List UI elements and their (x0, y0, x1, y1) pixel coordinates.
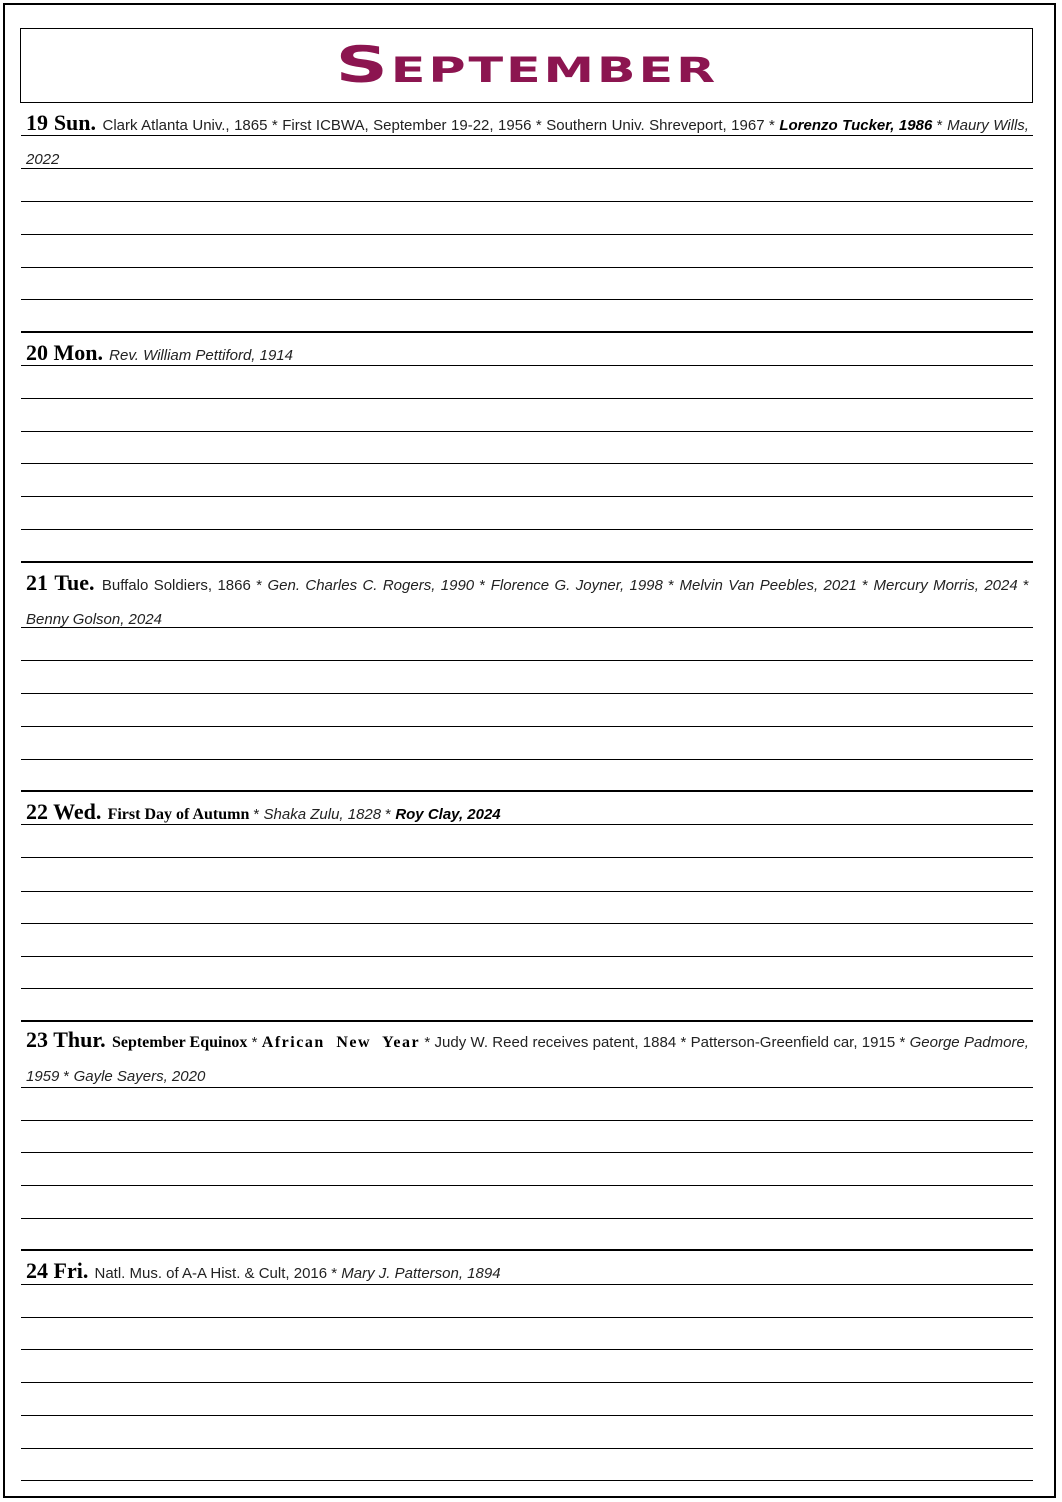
event-separator: * (59, 1068, 74, 1085)
writing-line (21, 824, 1033, 825)
day-label: 24 Fri. (26, 1258, 89, 1283)
event-text: Rev. William Pettiford, 1914 (109, 347, 293, 364)
writing-line (21, 1284, 1033, 1285)
writing-line (21, 365, 1033, 366)
event-separator: * (676, 1034, 691, 1051)
event-separator: * (895, 1034, 910, 1051)
writing-line (21, 988, 1033, 989)
event-separator: * (327, 1265, 342, 1282)
writing-line (21, 891, 1033, 892)
writing-line (21, 1120, 1033, 1121)
writing-line (21, 398, 1033, 399)
event-text: Mary J. Patterson, 1894 (341, 1265, 501, 1282)
event-separator: * (1017, 577, 1029, 594)
writing-line (21, 627, 1033, 628)
event-text: First Day of Autumn (107, 806, 250, 823)
month-title-box (20, 28, 1033, 103)
event-text: Southern Univ. Shreveport, 1967 (546, 117, 765, 134)
event-text: Clark Atlanta Univ., 1865 (102, 117, 268, 134)
writing-line (21, 956, 1033, 957)
day-separator-line (21, 790, 1033, 792)
writing-line (21, 1448, 1033, 1449)
day-label: 22 Wed. (26, 799, 102, 824)
event-separator: * (531, 117, 547, 134)
writing-line (21, 135, 1033, 136)
event-separator: * (856, 577, 874, 594)
event-separator: * (764, 117, 780, 134)
event-text: First ICBWA, September 19-22, 1956 (282, 117, 532, 134)
event-text: Maury Wills, 2022 (26, 117, 1029, 168)
event-text: George Padmore, 1959 (26, 1034, 1029, 1085)
writing-line (21, 463, 1033, 464)
event-separator: * (932, 117, 948, 134)
writing-line (21, 1382, 1033, 1383)
event-text: Mercury Morris, 2024 (873, 577, 1018, 594)
day-label: 21 Tue. (26, 570, 95, 595)
day-separator-line (21, 1249, 1033, 1251)
event-text: Florence G. Joyner, 1998 (490, 577, 663, 594)
writing-line (21, 201, 1033, 202)
event-separator: * (662, 577, 680, 594)
event-separator: * (267, 117, 283, 134)
day-entry-23 (26, 1023, 1029, 1094)
writing-line (21, 1185, 1033, 1186)
day-entry-24 (26, 1254, 1029, 1291)
day-label: 20 Mon. (26, 340, 103, 365)
day-separator-line (21, 331, 1033, 333)
event-text: Melvin Van Peebles, 2021 (679, 577, 857, 594)
writing-line (21, 1087, 1033, 1088)
writing-line (21, 234, 1033, 235)
writing-line (21, 857, 1033, 858)
event-text: September Equinox (111, 1034, 248, 1051)
event-text: Gen. Charles C. Rogers, 1990 (267, 577, 475, 594)
writing-line (21, 660, 1033, 661)
writing-line (21, 1317, 1033, 1318)
writing-line (21, 267, 1033, 268)
event-text: Judy W. Reed receives patent, 1884 (434, 1034, 677, 1051)
event-text: Shaka Zulu, 1828 (263, 806, 382, 823)
writing-line (21, 496, 1033, 497)
day-entry-20 (26, 336, 1029, 373)
writing-line (21, 431, 1033, 432)
day-label: 19 Sun. (26, 110, 97, 135)
writing-line (21, 1480, 1033, 1481)
event-text: Gayle Sayers, 2020 (73, 1068, 206, 1085)
writing-line (21, 168, 1033, 169)
day-separator-line (21, 1020, 1033, 1022)
writing-line (21, 1349, 1033, 1350)
writing-line (21, 923, 1033, 924)
writing-line (21, 529, 1033, 530)
writing-line (21, 299, 1033, 300)
event-text: Benny Golson, 2024 (26, 611, 162, 628)
day-separator-line (21, 561, 1033, 563)
event-separator: * (381, 806, 396, 823)
event-text: Buffalo Soldiers, 1866 (101, 577, 251, 594)
event-separator: * (247, 1034, 262, 1051)
day-entry-19 (26, 106, 1029, 177)
writing-line (21, 1415, 1033, 1416)
writing-line (21, 726, 1033, 727)
event-text: Patterson-Greenfield car, 1915 (690, 1034, 896, 1051)
writing-line (21, 759, 1033, 760)
event-separator: * (420, 1034, 435, 1051)
month-title: September (335, 36, 718, 94)
day-label: 23 Thur. (26, 1027, 106, 1052)
writing-line (21, 1152, 1033, 1153)
event-separator: * (250, 577, 268, 594)
writing-line (21, 693, 1033, 694)
event-text: Roy Clay, 2024 (395, 806, 501, 823)
writing-line (21, 1218, 1033, 1219)
event-text: Natl. Mus. of A-A Hist. & Cult, 2016 (94, 1265, 328, 1282)
event-text: African New Year (261, 1034, 421, 1051)
event-separator: * (474, 577, 491, 594)
day-entry-22 (26, 795, 1029, 832)
event-text: Lorenzo Tucker, 1986 (779, 117, 933, 134)
event-separator: * (249, 806, 264, 823)
